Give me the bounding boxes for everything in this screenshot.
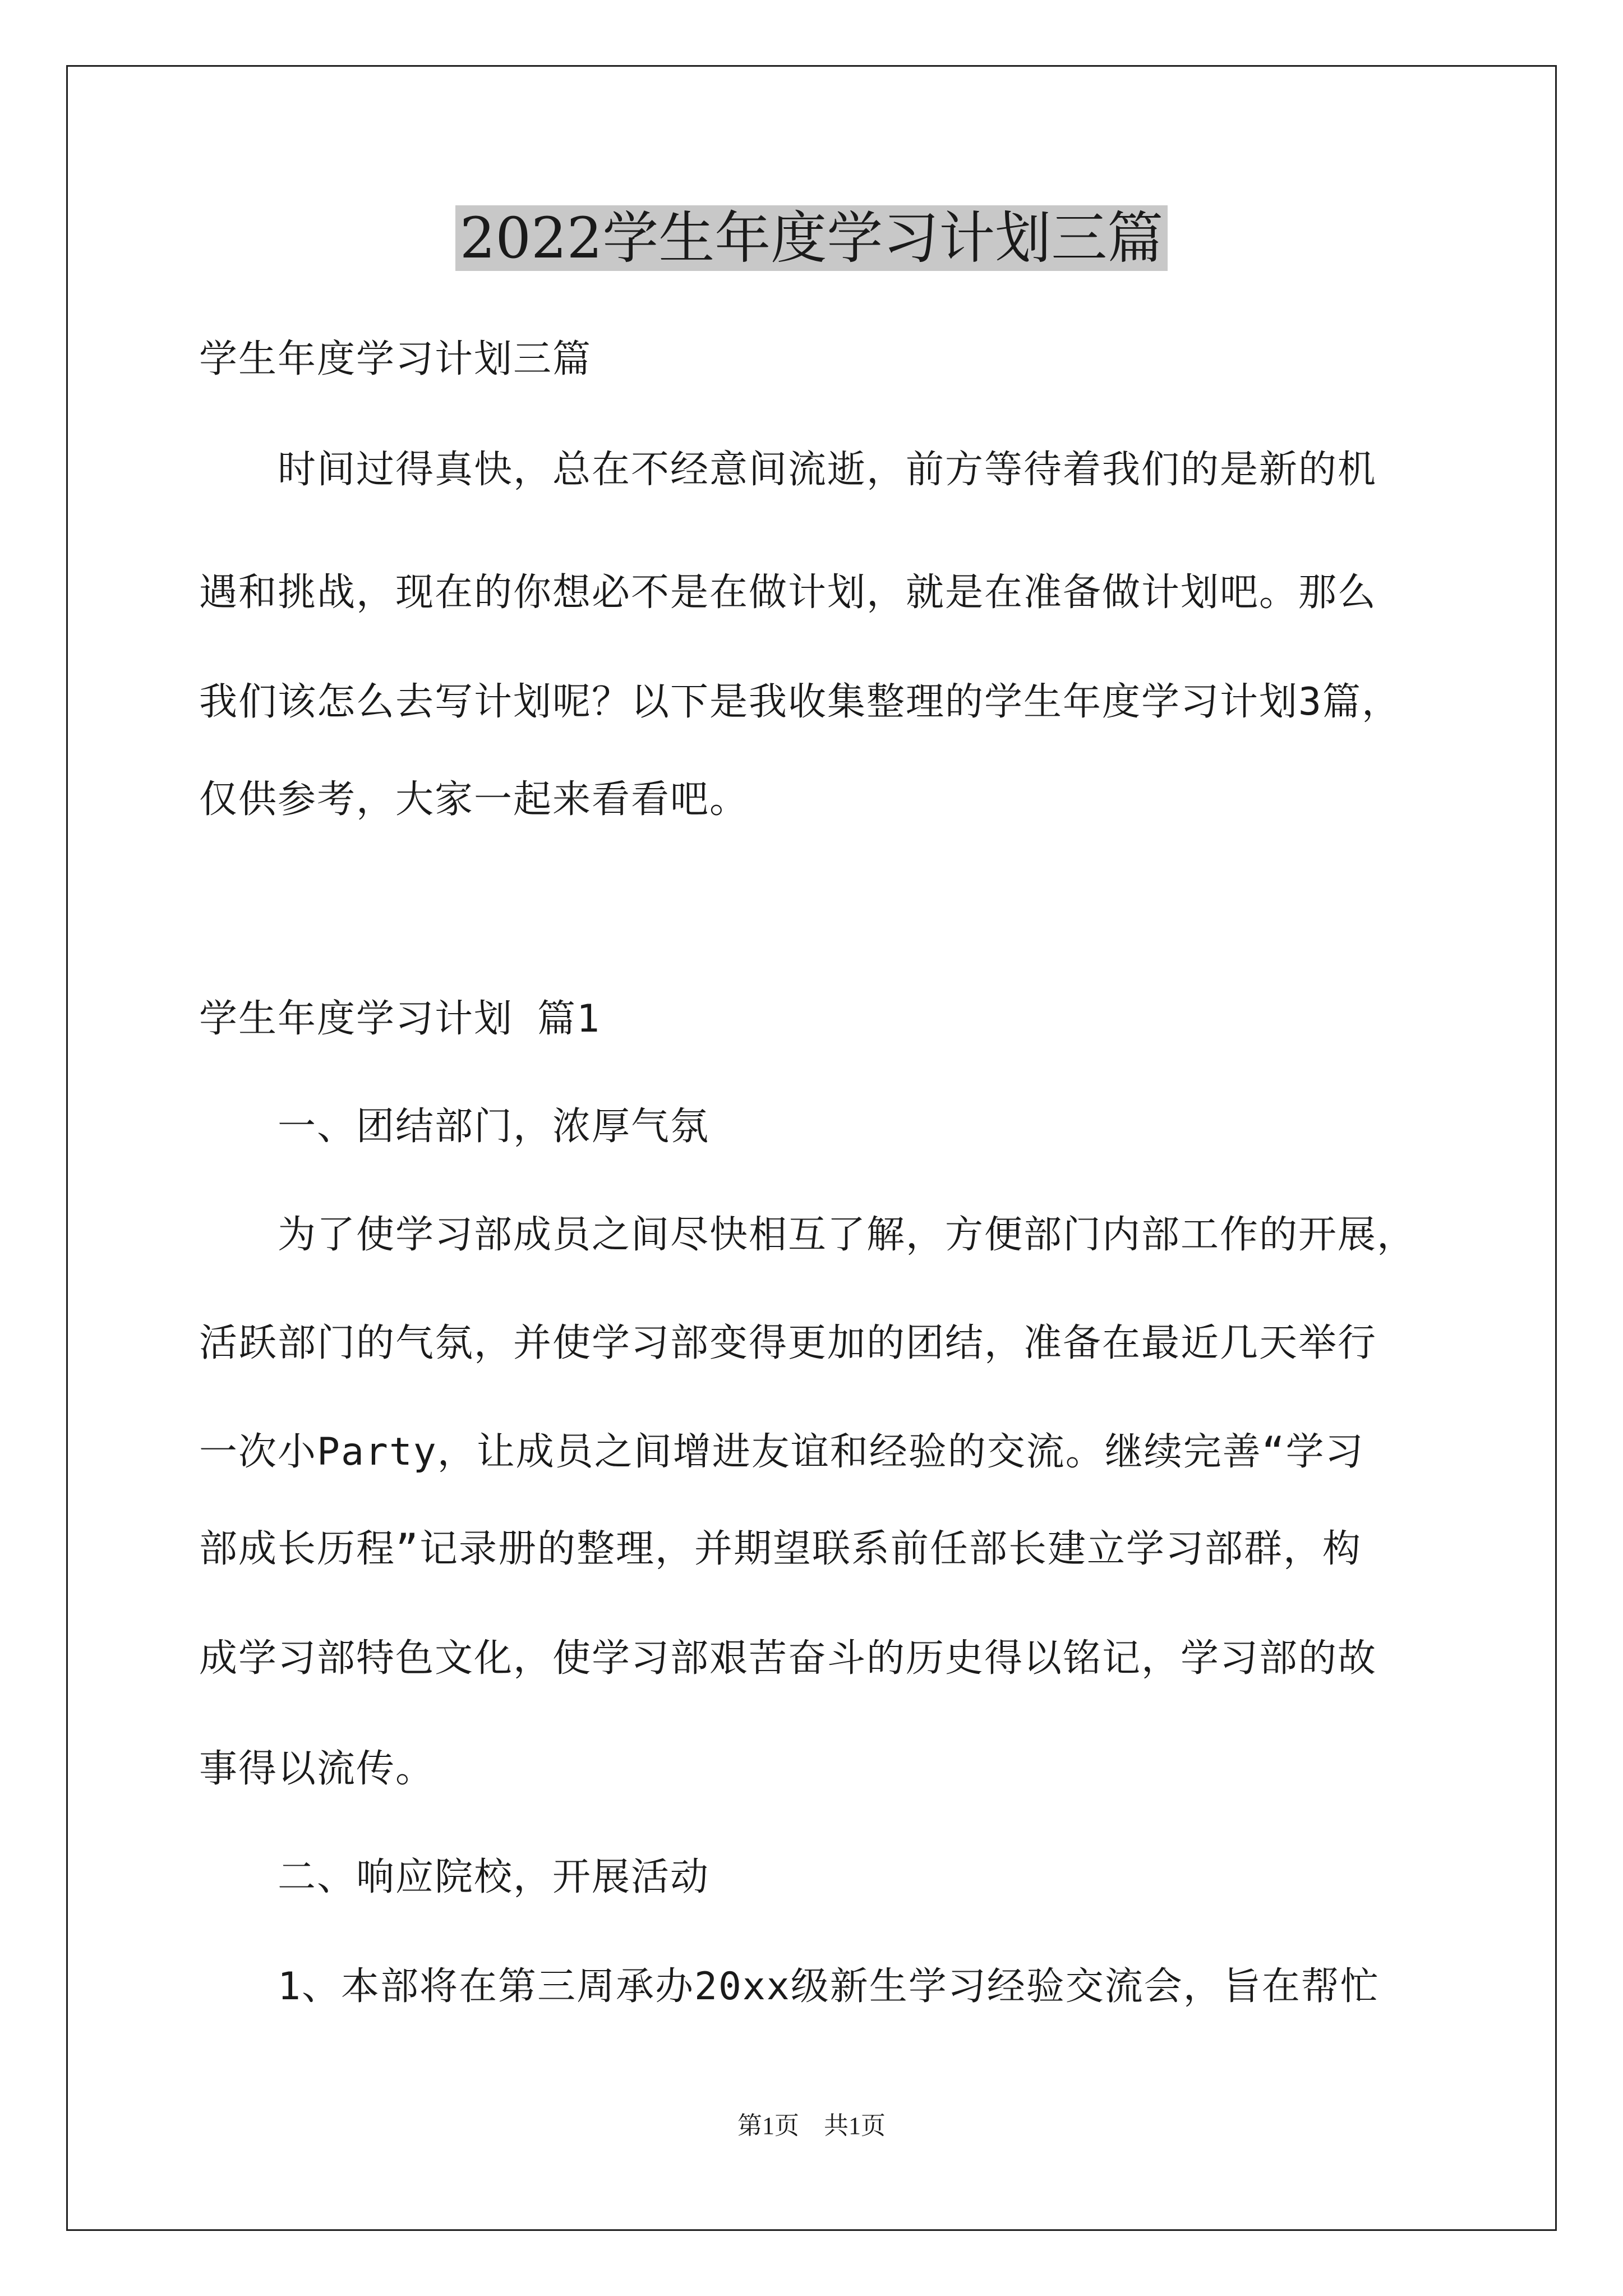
document-title [0, 199, 1623, 278]
body-line-6: 事得以流传。 [199, 1747, 435, 1791]
body-line-4: 部成长历程”记录册的整理，并期望联系前任部长建立学习部群，构 [199, 1527, 1362, 1571]
subtitle-line: 学生年度学习计划三篇 [199, 337, 592, 381]
intro-line-2: 遇和挑战，现在的你想必不是在做计划，就是在准备做计划吧。那么 [199, 570, 1377, 615]
intro-line-4: 仅供参考，大家一起来看看吧。 [199, 777, 749, 822]
subheading-2: 二、响应院校，开展活动 [199, 1855, 710, 1899]
intro-line-3: 我们该怎么去写计划呢？以下是我收集整理的学生年度学习计划3篇， [199, 680, 1401, 724]
body-line-2: 活跃部门的气氛，并使学习部变得更加的团结，准备在最近几天举行 [199, 1321, 1377, 1365]
subheading-1: 一、团结部门，浓厚气氛 [199, 1105, 710, 1149]
body-line-1: 为了使学习部成员之间尽快相互了解，方便部门内部工作的开展， [199, 1213, 1417, 1257]
body-line-5: 成学习部特色文化，使学习部艰苦奋斗的历史得以铭记，学习部的故 [199, 1636, 1377, 1681]
document-title-text: 2022学生年度学习计划三篇 [455, 205, 1168, 271]
body-line-7: 1、本部将在第三周承办20xx级新生学习经验交流会，旨在帮忙 [199, 1964, 1380, 2009]
page-footer: 第1页 共1页 [737, 2112, 886, 2139]
intro-line-1: 时间过得真快，总在不经意间流逝，前方等待着我们的是新的机 [199, 448, 1377, 492]
section-heading: 学生年度学习计划 篇1 [199, 997, 601, 1041]
body-line-3: 一次小Party，让成员之间增进友谊和经验的交流。继续完善“学习 [199, 1430, 1364, 1474]
